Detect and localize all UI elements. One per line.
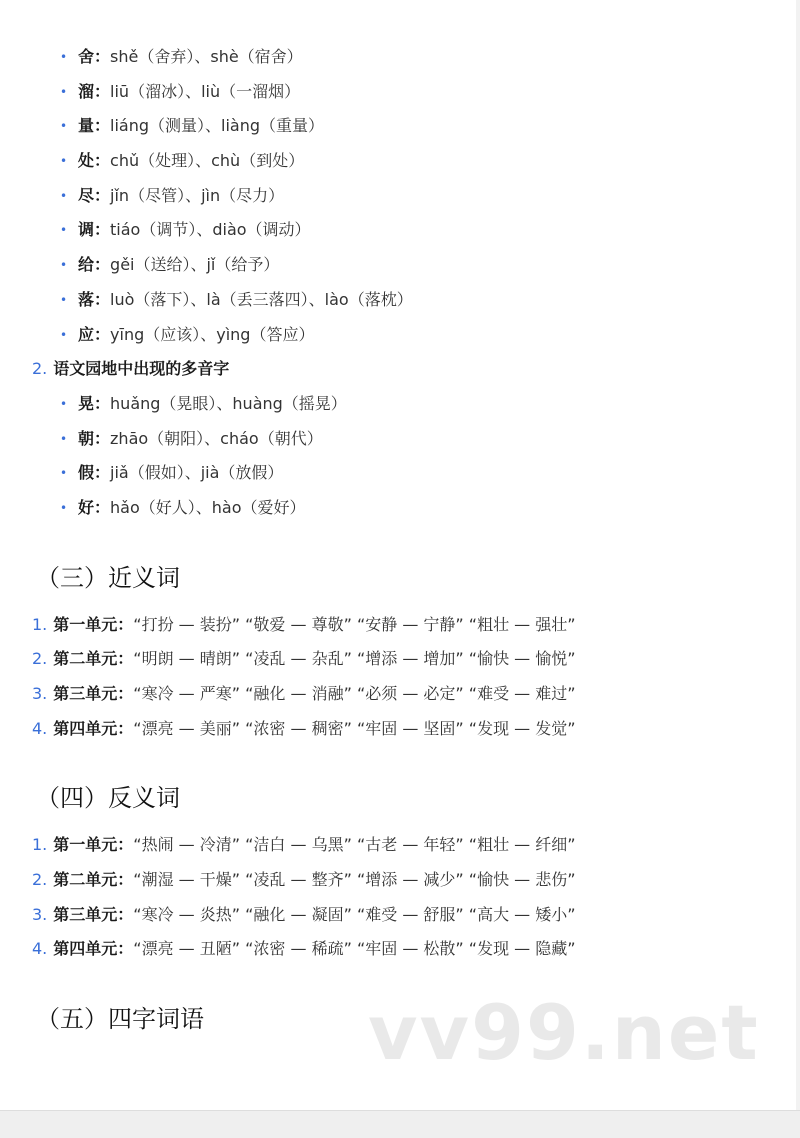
list-number: 3. <box>32 684 48 703</box>
list-number: 1. <box>32 614 48 634</box>
spacer <box>0 526 800 540</box>
list-item <box>0 608 800 643</box>
polyphone-char: 落 <box>78 289 95 309</box>
antonyms-title: （四）反义词 <box>36 784 180 813</box>
list-item <box>0 932 800 967</box>
polyphone-char: 尽 <box>78 185 95 205</box>
bullet-icon: • <box>60 431 68 446</box>
polyphone-list-garden <box>0 387 800 526</box>
colon: ： <box>94 151 111 171</box>
colon: ： <box>94 81 111 101</box>
list-item <box>0 677 800 712</box>
colon: ： <box>94 393 111 413</box>
word-pairs: “热闹 — 冷清” “洁白 — 乌黑” “古老 — 年轻” “粗壮 — 纤细” <box>133 835 576 855</box>
bullet-icon: • <box>60 500 68 515</box>
list-number: 2. <box>32 870 48 890</box>
bullet-icon: • <box>60 119 68 134</box>
word-pairs: “漂亮 — 美丽” “浓密 — 稠密” “牢固 — 坚固” “发现 — 发觉” <box>133 718 576 738</box>
polyphone-reading: hǎo（好人）、hào（爱好） <box>110 497 306 517</box>
list-item <box>0 642 800 677</box>
polyphone-char: 处 <box>78 151 95 171</box>
colon: ： <box>94 497 111 517</box>
colon: ： <box>94 324 111 344</box>
list-number: 3. <box>32 904 48 924</box>
unit-label: 第一单元： <box>53 835 134 855</box>
bullet-icon: • <box>60 327 68 342</box>
polyphone-char: 晃 <box>78 393 95 413</box>
list-item <box>60 387 800 422</box>
watermark: vv99.net <box>368 988 760 1077</box>
antonyms-list <box>0 828 800 967</box>
spacer <box>0 967 800 981</box>
polyphone-reading: zhāo（朝阳）、cháo（朝代） <box>110 428 323 448</box>
section-2-label: 语文园地中出现的多音字 <box>53 359 230 379</box>
list-number: 2. <box>32 359 48 379</box>
list-item <box>60 318 800 353</box>
polyphone-reading: tiáo（调节）、diào（调动） <box>110 220 311 240</box>
word-pairs: “寒冷 — 严寒” “融化 — 消融” “必须 — 必定” “难受 — 难过” <box>133 684 576 703</box>
page-edge <box>796 0 800 1110</box>
colon: ： <box>94 220 111 240</box>
list-item <box>0 712 800 747</box>
bullet-icon: • <box>60 84 68 99</box>
list-item <box>60 144 800 179</box>
list-item <box>60 109 800 144</box>
word-pairs: “打扮 — 装扮” “敬爱 — 尊敬” “安静 — 宁静” “粗壮 — 强壮” <box>133 614 576 634</box>
colon: ： <box>94 463 111 483</box>
polyphone-char: 假 <box>78 463 95 483</box>
polyphone-char: 好 <box>78 497 95 517</box>
colon: ： <box>94 185 111 205</box>
list-item <box>60 248 800 283</box>
colon: ： <box>94 255 111 275</box>
word-pairs: “寒冷 — 炎热” “融化 — 凝固” “难受 — 舒服” “高大 — 矮小” <box>133 904 576 924</box>
polyphone-reading: shě（舍弃）、shè（宿舍） <box>110 47 303 66</box>
polyphone-char: 给 <box>78 255 95 275</box>
colon: ： <box>94 289 111 309</box>
unit-label: 第一单元： <box>53 614 134 634</box>
colon: ： <box>94 116 111 136</box>
polyphone-char: 舍 <box>78 47 95 66</box>
polyphone-char: 朝 <box>78 428 95 448</box>
bullet-icon: • <box>60 396 68 411</box>
bottom-bar <box>0 1110 800 1138</box>
list-item <box>0 898 800 933</box>
list-item <box>60 456 800 491</box>
list-item <box>0 863 800 898</box>
unit-label: 第四单元： <box>53 939 134 959</box>
polyphone-reading: huǎng（晃眼）、huàng（摇晃） <box>110 393 347 413</box>
unit-label: 第三单元： <box>53 904 134 924</box>
polyphone-char: 溜 <box>78 81 95 101</box>
synonyms-title: （三）近义词 <box>36 563 180 592</box>
unit-label: 第二单元： <box>53 870 134 890</box>
polyphone-reading: yīng（应该）、yìng（答应） <box>110 324 315 344</box>
bullet-icon: • <box>60 466 68 481</box>
list-item <box>0 828 800 863</box>
list-item <box>60 283 800 318</box>
colon: ： <box>94 47 111 66</box>
polyphone-reading: jiǎ（假如）、jià（放假） <box>110 463 284 483</box>
polyphone-char: 调 <box>78 220 95 240</box>
list-number: 4. <box>32 939 48 959</box>
list-item <box>60 422 800 457</box>
list-item <box>60 75 800 110</box>
polyphone-reading: jǐn（尽管）、jìn（尽力） <box>110 185 285 205</box>
list-number: 2. <box>32 649 48 669</box>
polyphone-reading: chǔ（处理）、chù（到处） <box>110 151 305 171</box>
bullet-icon: • <box>60 258 68 273</box>
list-number: 4. <box>32 718 48 738</box>
list-item <box>60 213 800 248</box>
polyphone-list-textbook <box>0 40 800 352</box>
four-char-words-title: （五）四字词语 <box>36 1005 204 1034</box>
word-pairs: “潮湿 — 干燥” “凌乱 — 整齐” “增添 — 减少” “愉快 — 悲伤” <box>133 870 576 890</box>
polyphone-char: 量 <box>78 116 95 136</box>
list-item <box>60 40 800 75</box>
spacer <box>0 746 800 760</box>
polyphone-reading: luò（落下）、là（丢三落四）、lào（落枕） <box>110 289 413 309</box>
unit-label: 第二单元： <box>53 649 134 669</box>
bullet-icon: • <box>60 154 68 169</box>
colon: ： <box>94 428 111 448</box>
polyphone-reading: liū（溜冰）、liù（一溜烟） <box>110 81 301 101</box>
bullet-icon: • <box>60 292 68 307</box>
word-pairs: “明朗 — 晴朗” “凌乱 — 杂乱” “增添 — 增加” “愉快 — 愉悦” <box>133 649 576 669</box>
bullet-icon: • <box>60 188 68 203</box>
section-2-heading <box>0 352 800 387</box>
list-item <box>60 491 800 526</box>
unit-label: 第四单元： <box>53 718 134 738</box>
bullet-icon: • <box>60 223 68 238</box>
list-item <box>60 179 800 214</box>
polyphone-reading: gěi（送给）、jǐ（给予） <box>110 255 280 275</box>
polyphone-char: 应 <box>78 324 95 344</box>
bullet-icon: • <box>60 50 68 64</box>
unit-label: 第三单元： <box>53 684 134 703</box>
list-number: 1. <box>32 835 48 855</box>
synonyms-list <box>0 608 800 747</box>
content <box>0 40 800 1049</box>
polyphone-reading: liáng（测量）、liàng（重量） <box>110 116 325 136</box>
word-pairs: “漂亮 — 丑陋” “浓密 — 稀疏” “牢固 — 松散” “发现 — 隐藏” <box>133 939 576 959</box>
